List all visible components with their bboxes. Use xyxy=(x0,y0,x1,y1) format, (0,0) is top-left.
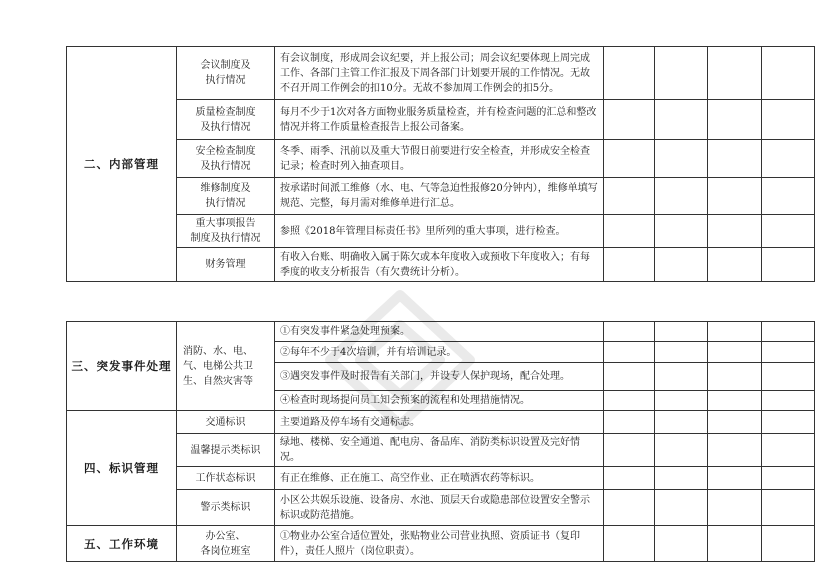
item-safety: 安全检查制度 及执行情况 xyxy=(177,140,275,178)
section-work-environment: 五、工作环境 xyxy=(67,526,177,562)
score-cell xyxy=(708,100,762,140)
score-cell xyxy=(604,100,655,140)
score-cell xyxy=(655,526,708,562)
score-cell xyxy=(655,140,708,178)
item-status-signs: 工作状态标识 xyxy=(177,467,275,490)
item-traffic-signs: 交通标识 xyxy=(177,411,275,434)
emergency-content-1: ①有突发事件紧急处理预案。 xyxy=(275,322,604,342)
item-major-events: 重大事项报告 制度及执行情况 xyxy=(177,215,275,248)
content-offices: ①物业办公室合适位置处，张贴物业公司营业执照、资质证书（复印件），责任人照片（岗位职责）。 xyxy=(275,526,604,562)
score-cell xyxy=(655,490,708,526)
section-signage: 四、标识管理 xyxy=(67,411,177,526)
score-cell xyxy=(762,215,815,248)
score-cell xyxy=(655,391,708,411)
item-reminder-signs: 温馨提示类标识 xyxy=(177,434,275,467)
score-cell xyxy=(762,363,815,391)
score-cell xyxy=(762,391,815,411)
score-cell xyxy=(655,322,708,342)
score-cell xyxy=(762,47,815,100)
score-cell xyxy=(708,248,762,282)
score-cell xyxy=(655,178,708,215)
score-cell xyxy=(708,363,762,391)
internal-management-table xyxy=(66,46,815,282)
score-cell xyxy=(604,47,655,100)
score-cell xyxy=(762,490,815,526)
score-cell xyxy=(604,490,655,526)
content-reminder-signs: 绿地、楼梯、安全通道、配电房、备品库、消防类标识设置及完好情况。 xyxy=(275,434,604,467)
score-cell xyxy=(655,467,708,490)
item-offices: 办公室、 各岗位班室 xyxy=(177,526,275,562)
score-cell xyxy=(655,248,708,282)
score-cell xyxy=(604,411,655,434)
score-cell xyxy=(708,322,762,342)
score-cell xyxy=(708,178,762,215)
item-finance: 财务管理 xyxy=(177,248,275,282)
score-cell xyxy=(708,526,762,562)
score-cell xyxy=(655,363,708,391)
score-cell xyxy=(762,322,815,342)
score-cell xyxy=(762,178,815,215)
score-cell xyxy=(762,411,815,434)
score-cell xyxy=(604,178,655,215)
score-cell xyxy=(708,434,762,467)
score-cell xyxy=(762,140,815,178)
score-cell xyxy=(604,140,655,178)
score-cell xyxy=(604,467,655,490)
watermark-icon xyxy=(300,285,500,435)
score-cell xyxy=(604,215,655,248)
score-cell xyxy=(708,47,762,100)
score-cell xyxy=(762,526,815,562)
score-cell xyxy=(604,363,655,391)
item-meeting: 会议制度及 执行情况 xyxy=(177,47,275,100)
score-cell xyxy=(762,467,815,490)
content-warning-signs: 小区公共娱乐设施、设备房、水池、顶层天台或隐患部位设置安全警示标识或防范措施。 xyxy=(275,490,604,526)
score-cell xyxy=(655,47,708,100)
score-cell xyxy=(655,100,708,140)
score-cell xyxy=(708,391,762,411)
item-quality: 质量检查制度 及执行情况 xyxy=(177,100,275,140)
emergency-content-3: ③遇突发事件及时报告有关部门，并设专人保护现场，配合处理。 xyxy=(275,363,604,391)
score-cell xyxy=(762,342,815,363)
content-finance: 有收入台账、明确收入属于陈欠或本年度收入或预收下年度收入；有每季度的收支分析报告（有欠费统计分析）。 xyxy=(275,248,604,282)
score-cell xyxy=(762,248,815,282)
content-traffic-signs: 主要道路及停车场有交通标志。 xyxy=(275,411,604,434)
item-emergency-types: 消防、水、电、气、电梯公共卫生、自然灾害等 xyxy=(177,322,275,411)
score-cell xyxy=(604,342,655,363)
score-cell xyxy=(708,140,762,178)
content-meeting: 有会议制度，形成周会议纪要，并上报公司；周会议纪要体现上周完成工作、各部门主管工作汇报及下周各部门计划要开展的工作情况。无故不召开周工作例会的扣10分。无故不参加周工作例会的扣5分。 xyxy=(275,47,604,100)
score-cell xyxy=(762,434,815,467)
score-cell xyxy=(655,215,708,248)
score-cell xyxy=(708,215,762,248)
section-internal-management: 二、内部管理 xyxy=(67,47,177,282)
score-cell xyxy=(655,342,708,363)
score-cell xyxy=(762,100,815,140)
emergency-content-4: ④检查时现场提问员工知会预案的流程和处理措施情况。 xyxy=(275,391,604,411)
content-status-signs: 有正在维修、正在施工、高空作业、正在喷洒农药等标识。 xyxy=(275,467,604,490)
score-cell xyxy=(655,411,708,434)
score-cell xyxy=(708,490,762,526)
score-cell xyxy=(708,342,762,363)
item-repair: 维修制度及 执行情况 xyxy=(177,178,275,215)
score-cell xyxy=(708,411,762,434)
content-safety: 冬季、雨季、汛前以及重大节假日前要进行安全检查，并形成安全检查记录；检查时列入抽查项目。 xyxy=(275,140,604,178)
score-cell xyxy=(604,526,655,562)
item-warning-signs: 警示类标识 xyxy=(177,490,275,526)
content-quality: 每月不少于1次对各方面物业服务质量检查，并有检查问题的汇总和整改情况并将工作质量检查报告上报公司备案。 xyxy=(275,100,604,140)
score-cell xyxy=(604,391,655,411)
score-cell xyxy=(708,467,762,490)
section-emergency: 三、突发事件处理 xyxy=(67,322,177,411)
emergency-content-2: ②每年不少于4次培训，并有培训记录。 xyxy=(275,342,604,363)
score-cell xyxy=(604,322,655,342)
score-cell xyxy=(604,248,655,282)
content-repair: 按承诺时间派工维修（水、电、气等急迫性报修20分钟内），维修单填写规范、完整，每月需对维修单进行汇总。 xyxy=(275,178,604,215)
content-major-events: 参照《2018年管理目标责任书》里所列的重大事项，进行检查。 xyxy=(275,215,604,248)
score-cell xyxy=(604,434,655,467)
score-cell xyxy=(655,434,708,467)
